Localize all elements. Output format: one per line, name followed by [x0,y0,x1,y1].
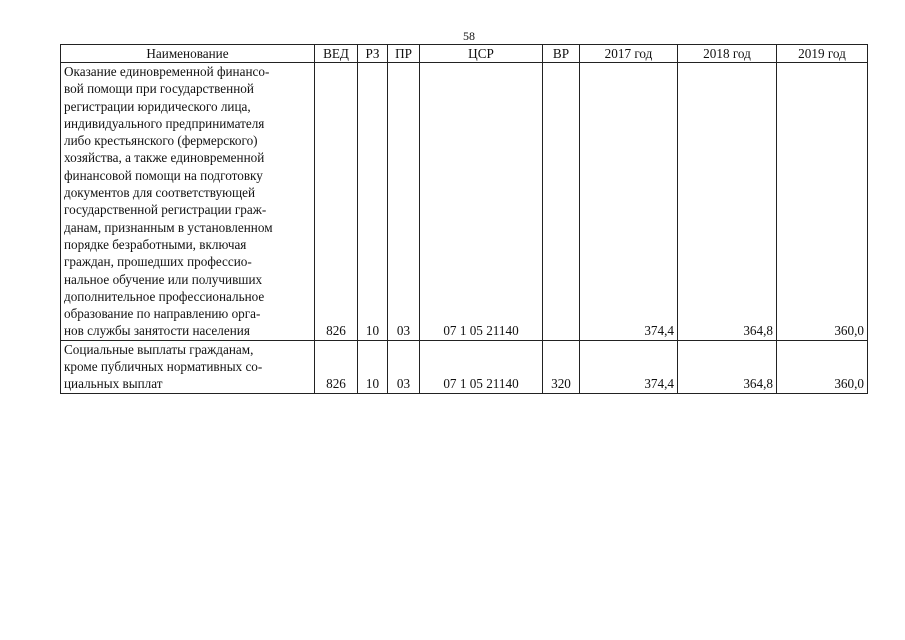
cell-pr: 03 [388,340,420,393]
cell-ved: 826 [315,63,358,341]
budget-table [60,44,868,394]
page-number: 58 [463,29,475,43]
table-row [61,63,868,341]
name-line: данам, признанным в установленном [64,219,273,235]
cell-2017: 374,4 [580,63,678,341]
header-2018: 2018 год [678,45,777,63]
name-line: образование по направлению орга- [64,306,261,322]
name-line: граждан, прошедших профессио- [64,254,252,270]
name-line: документов для соответствующей [64,185,256,201]
name-line: государственной регистрации граж- [64,202,267,218]
header-ved: ВЕД [315,45,358,63]
name-line: нальное обучение или получивших [64,271,263,287]
row-name [61,63,315,341]
header-rz: РЗ [358,45,388,63]
name-line: регистрации юридического лица, [64,98,251,114]
header-vr: ВР [543,45,580,63]
cell-vr: 320 [543,340,580,393]
name-line: порядке безработными, включая [64,236,247,252]
row-name [61,340,315,393]
header-2019: 2019 год [777,45,868,63]
cell-ved: 826 [315,340,358,393]
cell-csr: 07 1 05 21140 [420,63,543,341]
name-line: индивидуального предпринимателя [64,115,265,131]
name-line: либо крестьянского (фермерского) [64,133,258,149]
cell-2018: 364,8 [678,63,777,341]
cell-2019: 360,0 [777,340,868,393]
cell-2018: 364,8 [678,340,777,393]
cell-rz: 10 [358,340,388,393]
name-line: кроме публичных нормативных со- [64,359,263,375]
name-line: циальных выплат [64,376,163,392]
cell-vr [543,63,580,341]
cell-2017: 374,4 [580,340,678,393]
header-pr: ПР [388,45,420,63]
table-row [61,340,868,393]
name-line: хозяйства, а также единовременной [64,150,265,166]
name-line: Оказание единовременной финансо- [64,64,270,79]
table-header-row [61,45,868,63]
name-line: финансовой помощи на подготовку [64,167,263,183]
cell-csr: 07 1 05 21140 [420,340,543,393]
header-2017: 2017 год [580,45,678,63]
name-line: дополнительное профессиональное [64,288,265,304]
header-name: Наименование [61,45,315,63]
cell-pr: 03 [388,63,420,341]
header-csr: ЦСР [420,45,543,63]
name-line: вой помощи при государственной [64,81,254,97]
cell-rz: 10 [358,63,388,341]
name-line: Социальные выплаты гражданам, [64,341,254,357]
name-line: нов службы занятости населения [64,323,250,339]
cell-2019: 360,0 [777,63,868,341]
